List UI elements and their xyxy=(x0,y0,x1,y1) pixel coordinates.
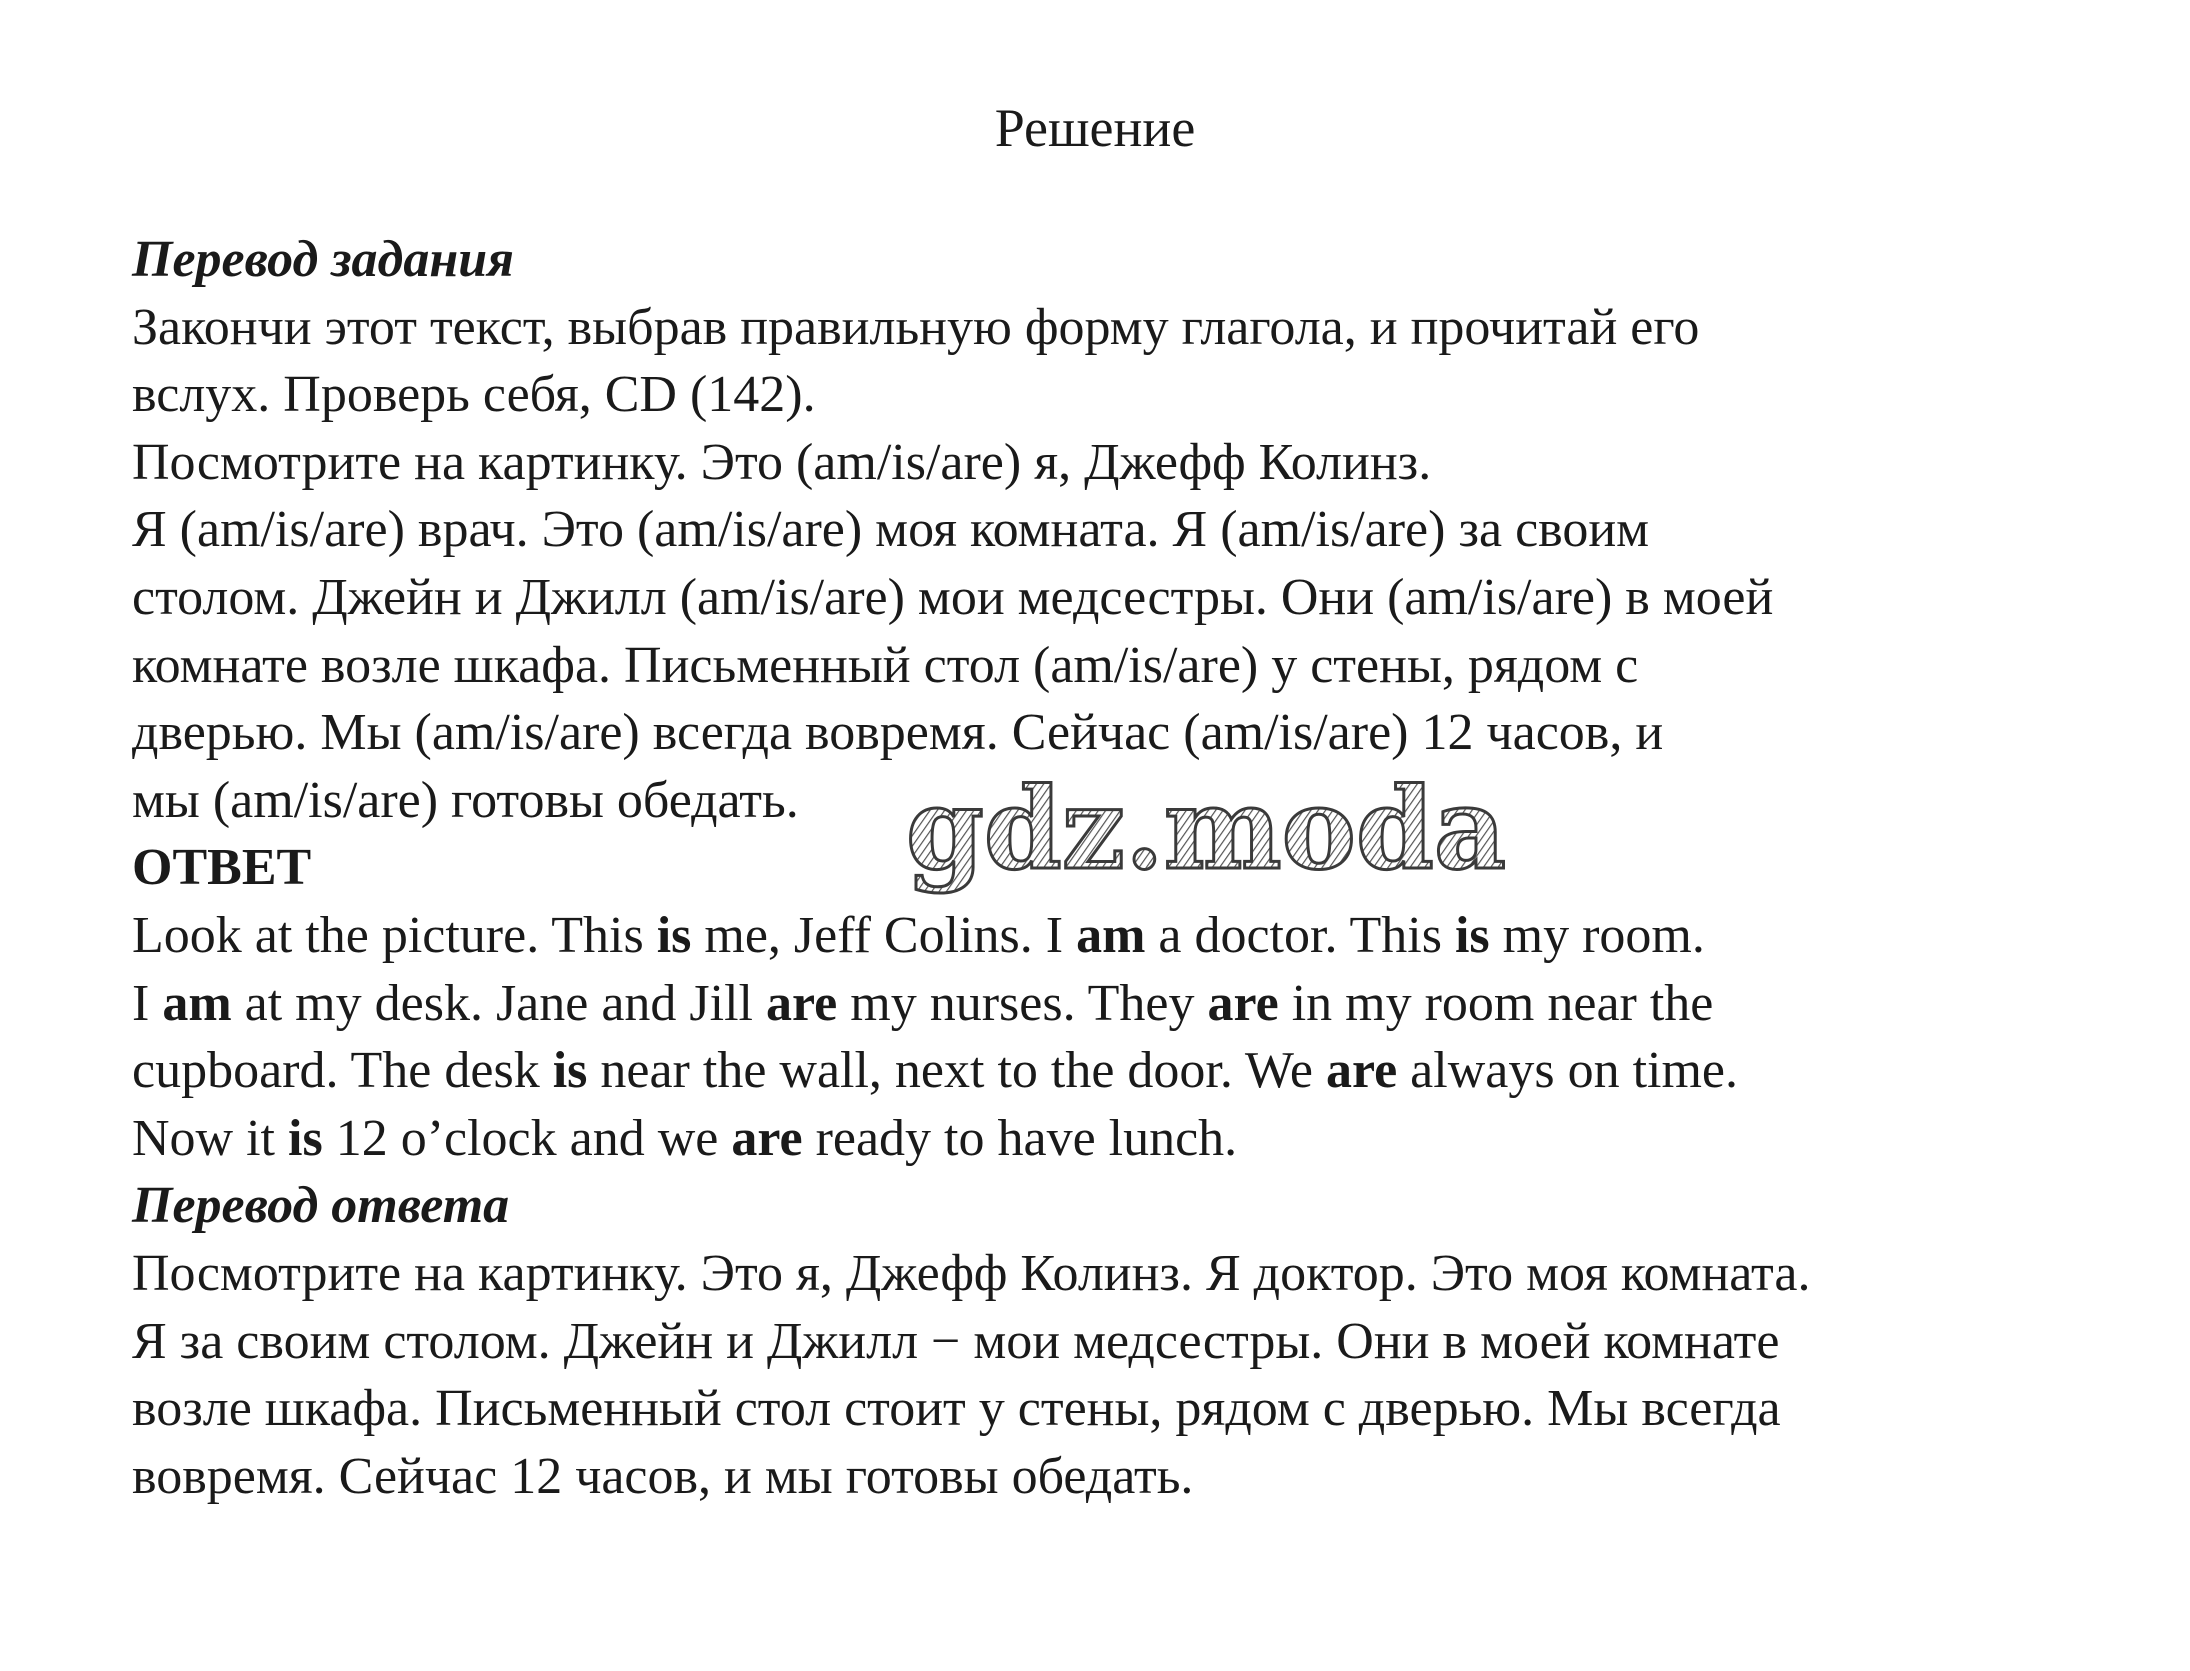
answer-text: my nurses. They xyxy=(837,974,1208,1032)
answer-text: cupboard. The desk xyxy=(132,1042,553,1100)
answer-text: ready to have lunch. xyxy=(802,1109,1238,1167)
task-line: столом. Джейн и Джилл (am/is/are) мои медсестры. Они (am/is/are) в моей xyxy=(132,568,1774,626)
task-line: дверью. Мы (am/is/are) всегда вовремя. Сейчас (am/is/are) 12 часов, и xyxy=(132,704,1664,762)
task-line: Закончи этот текст, выбрав правильную форму глагола, и прочитай его xyxy=(132,298,1700,356)
task-line: Я (am/is/are) врач. Это (am/is/are) моя комната. Я (am/is/are) за своим xyxy=(132,501,1650,559)
answer-text: my room. xyxy=(1489,906,1705,964)
answer-verb: is xyxy=(656,906,692,964)
task-line: вслух. Проверь себя, CD (142). xyxy=(132,366,816,424)
translation-line: Я за своим столом. Джейн и Джилл − мои медсестры. Они в моей комнате xyxy=(132,1312,1780,1370)
answer-text: in my room near the xyxy=(1278,974,1714,1032)
answer-verb: is xyxy=(1454,906,1490,964)
answer-text: me, Jeff Colins. I xyxy=(691,906,1077,964)
translation-line: Посмотрите на картинку. Это я, Джефф Колинз. Я доктор. Это моя комната. xyxy=(132,1244,1811,1302)
answer-text: I xyxy=(132,974,163,1032)
translation-heading: Перевод ответа xyxy=(132,1177,510,1235)
answer-line xyxy=(132,1105,2142,1173)
watermark-text: gdz.moda xyxy=(906,764,1506,895)
translation-line: возле шкафа. Письменный стол стоит у стены, рядом с дверью. Мы всегда xyxy=(132,1380,1781,1438)
answer-text: at my desk. Jane and Jill xyxy=(231,974,767,1032)
task-line: Посмотрите на картинку. Это (am/is/are) я, Джефф Колинз. xyxy=(132,433,1432,491)
answer-verb: are xyxy=(766,974,838,1032)
answer-text: Look at the picture. This xyxy=(132,906,657,964)
task-line: мы (am/is/are) готовы обедать. xyxy=(132,771,799,829)
answer-verb: are xyxy=(1207,974,1279,1032)
task-heading: Перевод задания xyxy=(132,231,514,288)
answer-verb: is xyxy=(552,1042,588,1100)
answer-heading: ОТВЕТ xyxy=(132,839,312,897)
task-line: комнате возле шкафа. Письменный стол (am/is/are) у стены, рядом с xyxy=(132,636,1639,694)
watermark-logo xyxy=(900,758,1520,908)
answer-block xyxy=(132,902,2142,1172)
answer-line xyxy=(132,1037,2142,1105)
answer-verb: am xyxy=(162,974,232,1032)
answer-line xyxy=(132,902,2142,970)
answer-text: 12 o’clock and we xyxy=(322,1109,732,1167)
answer-text: a doctor. This xyxy=(1145,906,1455,964)
page-title: Решение xyxy=(994,98,1196,158)
answer-verb: is xyxy=(288,1109,323,1167)
answer-verb: are xyxy=(1325,1042,1398,1100)
translation-line: вовремя. Сейчас 12 часов, и мы готовы обедать. xyxy=(132,1447,1194,1505)
answer-text: Now it xyxy=(132,1109,288,1167)
answer-text: near the wall, next to the door. We xyxy=(587,1042,1326,1100)
answer-verb: am xyxy=(1076,906,1146,964)
answer-text: always on time. xyxy=(1397,1042,1738,1100)
answer-line xyxy=(132,970,2142,1038)
answer-verb: are xyxy=(731,1109,803,1167)
